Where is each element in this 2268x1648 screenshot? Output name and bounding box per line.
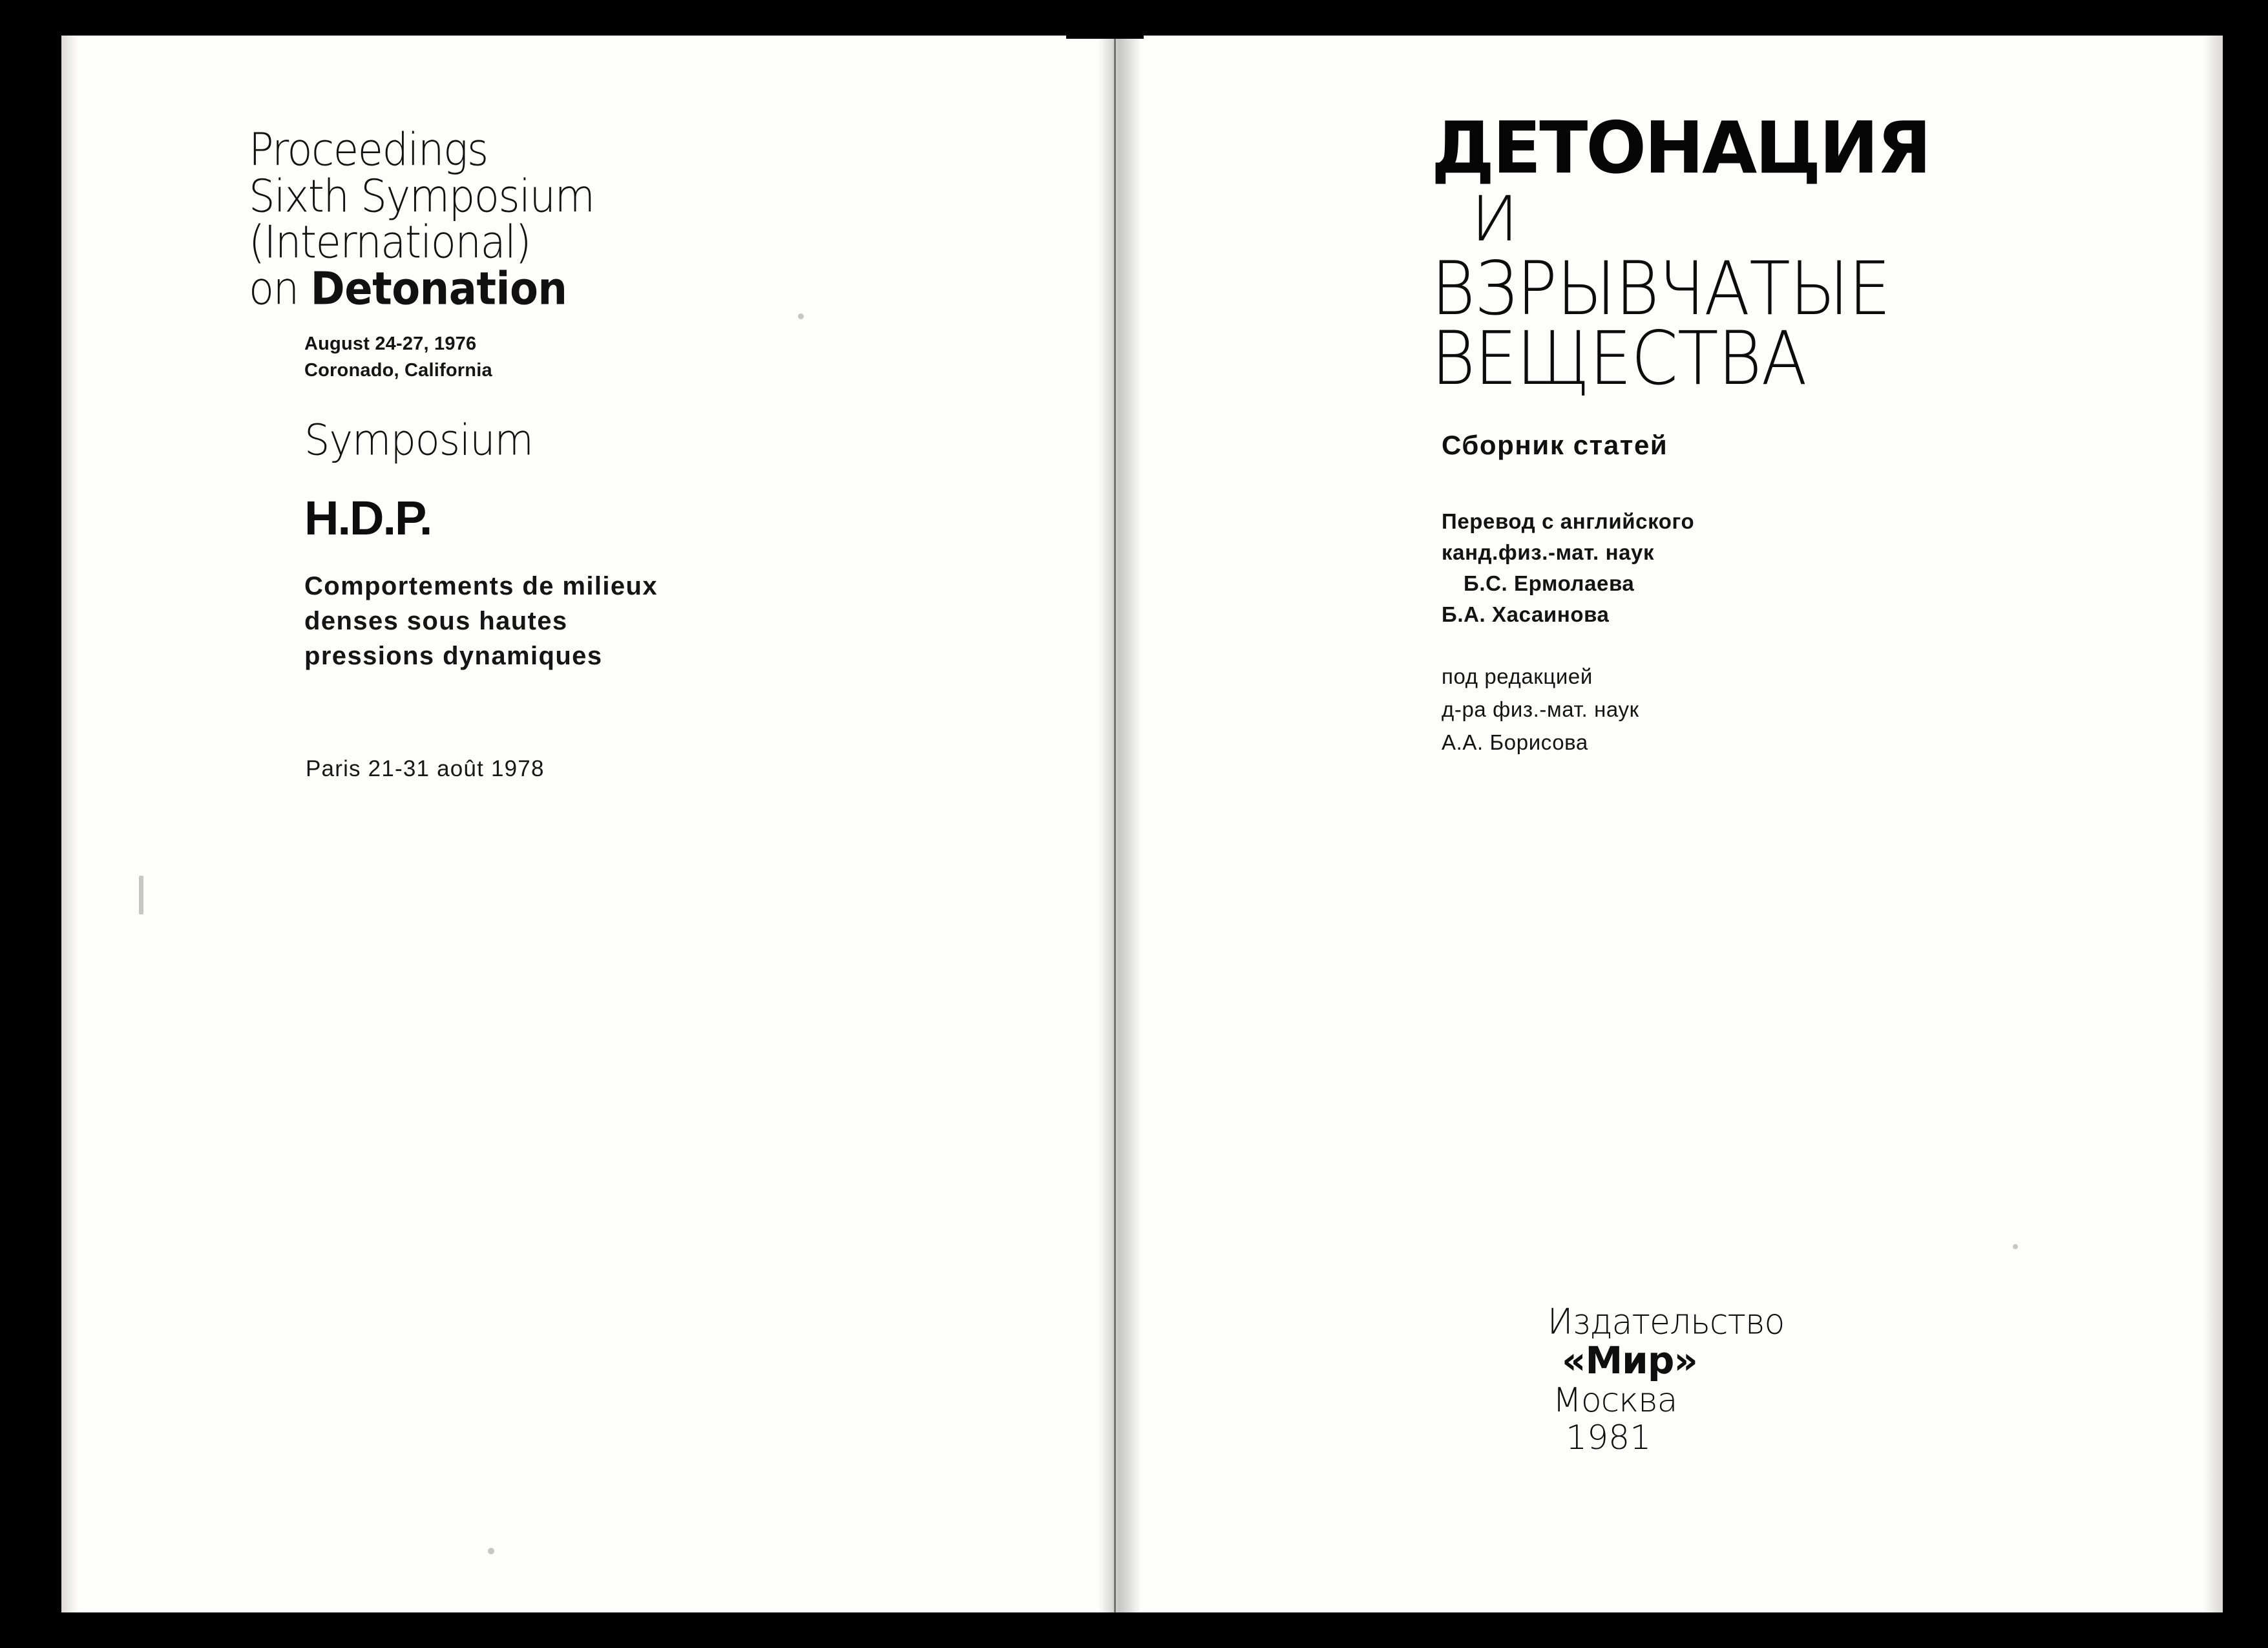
proceedings-title-detonation-word: Detonation bbox=[310, 263, 567, 315]
russian-title-main: ДЕТОНАЦИЯ bbox=[1431, 107, 1930, 190]
proceedings-title-line-4-prefix: on bbox=[249, 263, 311, 315]
conference-date: August 24-27, 1976 bbox=[304, 333, 477, 354]
publisher-city: Москва bbox=[1553, 1381, 1677, 1421]
publisher-imprint bbox=[1548, 1302, 1784, 1457]
conference-place: Coronado, California bbox=[304, 359, 492, 381]
russian-title-line-4: ВЕЩЕСТВА bbox=[1431, 315, 1807, 402]
russian-title-line-3: ВЗРЫВЧАТЫЕ bbox=[1431, 245, 1891, 332]
french-subtitle bbox=[304, 569, 1076, 673]
conference-meta bbox=[304, 331, 1076, 384]
scan-speck bbox=[2013, 1244, 2018, 1249]
book-gutter-line bbox=[1114, 0, 1116, 1648]
proceedings-title-line-1: Proceedings bbox=[249, 124, 488, 176]
publisher-name: «Мир» bbox=[1562, 1338, 1697, 1383]
scan-speck bbox=[488, 1548, 494, 1554]
russian-title-conjunction: И bbox=[1471, 183, 1517, 255]
scanner-bottom-artifact bbox=[1092, 1618, 1176, 1648]
proceedings-title-line-3: (International) bbox=[249, 217, 530, 269]
book-gutter-shadow bbox=[1098, 0, 1140, 1648]
scanner-top-artifact bbox=[1066, 0, 1144, 39]
scan-edge-mark bbox=[139, 876, 143, 914]
translator-name-1: Б.С. Ермолаева bbox=[1464, 571, 1635, 595]
french-place-date: Paris 21-31 août 1978 bbox=[306, 756, 545, 782]
translation-label: Перевод с английского bbox=[1442, 509, 1695, 534]
french-subtitle-line-2: denses sous hautes bbox=[304, 607, 568, 636]
russian-subtitle: Сборник статей bbox=[1442, 430, 1668, 461]
left-page-title-block bbox=[249, 126, 1076, 782]
russian-title bbox=[1431, 107, 2207, 402]
russian-translation-credits bbox=[1442, 506, 2207, 629]
right-page-title-block bbox=[1431, 107, 2207, 759]
translators-degree: канд.физ.-мат. наук bbox=[1442, 540, 1655, 565]
french-subtitle-line-3: pressions dynamiques bbox=[304, 642, 603, 671]
proceedings-title-line-2: Sixth Symposium bbox=[249, 171, 594, 223]
proceedings-title bbox=[249, 124, 1076, 315]
symposium-acronym: H.D.P. bbox=[304, 491, 432, 545]
publisher-year: 1981 bbox=[1566, 1419, 1652, 1458]
editor-degree: д-ра физ.-мат. наук bbox=[1442, 697, 1639, 721]
edited-label: под редакцией bbox=[1442, 664, 1593, 688]
scan-speck bbox=[798, 313, 804, 319]
russian-editor-credits bbox=[1442, 660, 2207, 759]
proceedings-title-line-4 bbox=[249, 265, 1076, 315]
translator-name-2: Б.А. Хасаинова bbox=[1442, 602, 1610, 626]
symposium-heading: Symposium bbox=[304, 415, 533, 465]
editor-name: А.А. Борисова bbox=[1442, 730, 1588, 754]
french-subtitle-line-1: Comportements de milieux bbox=[304, 572, 658, 601]
publisher-label: Издательство bbox=[1548, 1301, 1785, 1342]
scanned-page-sheet bbox=[61, 36, 2223, 1612]
